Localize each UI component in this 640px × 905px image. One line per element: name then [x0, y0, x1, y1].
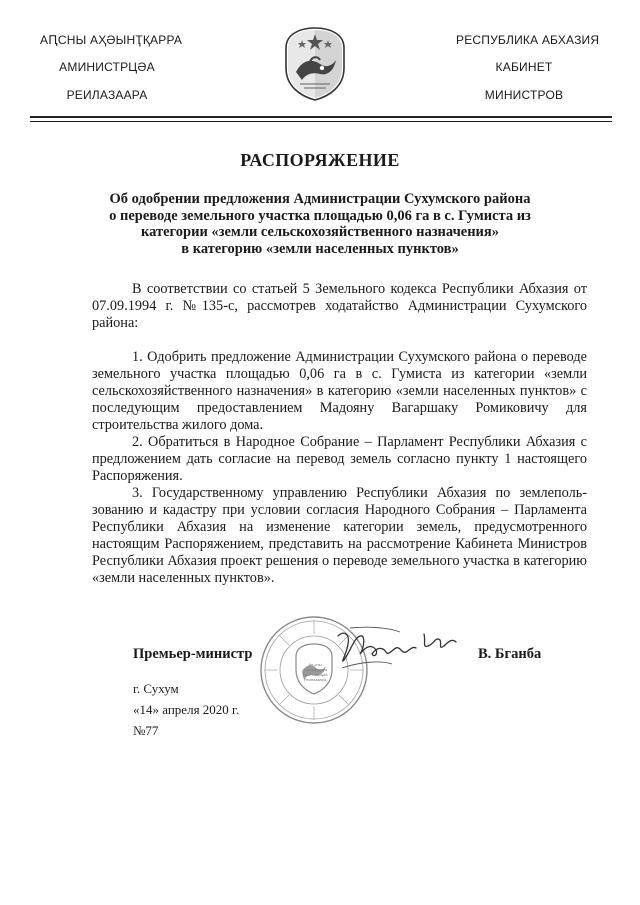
issue-place: г. Сухум — [133, 681, 179, 696]
header-divider-thick — [30, 116, 612, 118]
handwritten-signature — [330, 624, 470, 674]
document-subject — [90, 191, 550, 257]
signatory-position: Премьер-министр — [133, 646, 253, 662]
document-number: №77 — [133, 723, 159, 738]
preamble-block — [92, 281, 587, 332]
header-divider-thin — [30, 121, 612, 122]
decision-item-1: 1. Одобрить предложение Администрации Сухумского района о переводе земельного участка площадью 0,06 га в с. Гумиста из категории «земли сельскохозяйственного назначения» в категорию «земли населенных пунктов» с последующим предоставлением Мадояну Вагаршаку Ромиковичу для строительства жилого дома. — [92, 349, 587, 433]
seal-inscription: Аҧсны Аҳәынҭқарра Аминистрцәа Реилазаара — [302, 662, 328, 682]
coat-of-arms-icon — [282, 26, 348, 102]
signatory-name: В. Бганба — [478, 646, 542, 662]
decision-item-3: 3. Государственному управлению Республики Абхазия по землеполь-зованию и кадастру при условии согласия Народного Собрания – Парламента Республики Абхазия на изменение категории земель, предусмотренного настоящим Распоряжением, представить на рассмотрение Кабинета Министров Республики Абхазия проект решения о переводе земельного участка в категорию «земли населенных пунктов». — [92, 485, 587, 586]
subject-line: Об одобрении предложения Администрации Сухумского района — [109, 191, 531, 207]
header-left-line-1: АԤСНЫ АҲӘЫНҬҚАРРА — [40, 33, 183, 47]
subject-line: категории «земли сельскохозяйственного назначения» — [140, 224, 499, 241]
subject-line: в категорию «земли населенных пунктов» — [181, 240, 459, 257]
subject-line: о переводе земельного участка площадью 0,06 га в с. Гумиста из — [109, 207, 531, 224]
preamble-paragraph: В соответствии со статьей 5 Земельного кодекса Республики Абхазия от 07.09.1994 г. №135-с, рассмотрев ходатайство Администрации Сухумского района: — [92, 281, 587, 331]
header-right-line-3: МИНИСТРОВ — [484, 88, 564, 102]
issue-date: «14» апреля 2020 г. — [133, 702, 240, 717]
decision-items — [92, 349, 587, 587]
header-right-line-1: РЕСПУБЛИКА АБХАЗИЯ — [456, 33, 600, 47]
header-left-line-3: РЕИЛАЗААРА — [66, 88, 148, 102]
header-right-line-2: КАБИНЕТ — [495, 60, 553, 74]
document-title: РАСПОРЯЖЕНИЕ — [240, 150, 400, 170]
header-left-line-2: АМИНИСТРЦӘА — [59, 60, 155, 74]
decision-item-2: 2. Обратиться в Народное Собрание – Парламент Республики Абхазия с предложением дать согласие на перевод земель согласно пункту 1 настоящего Распоряжения. — [92, 434, 587, 484]
